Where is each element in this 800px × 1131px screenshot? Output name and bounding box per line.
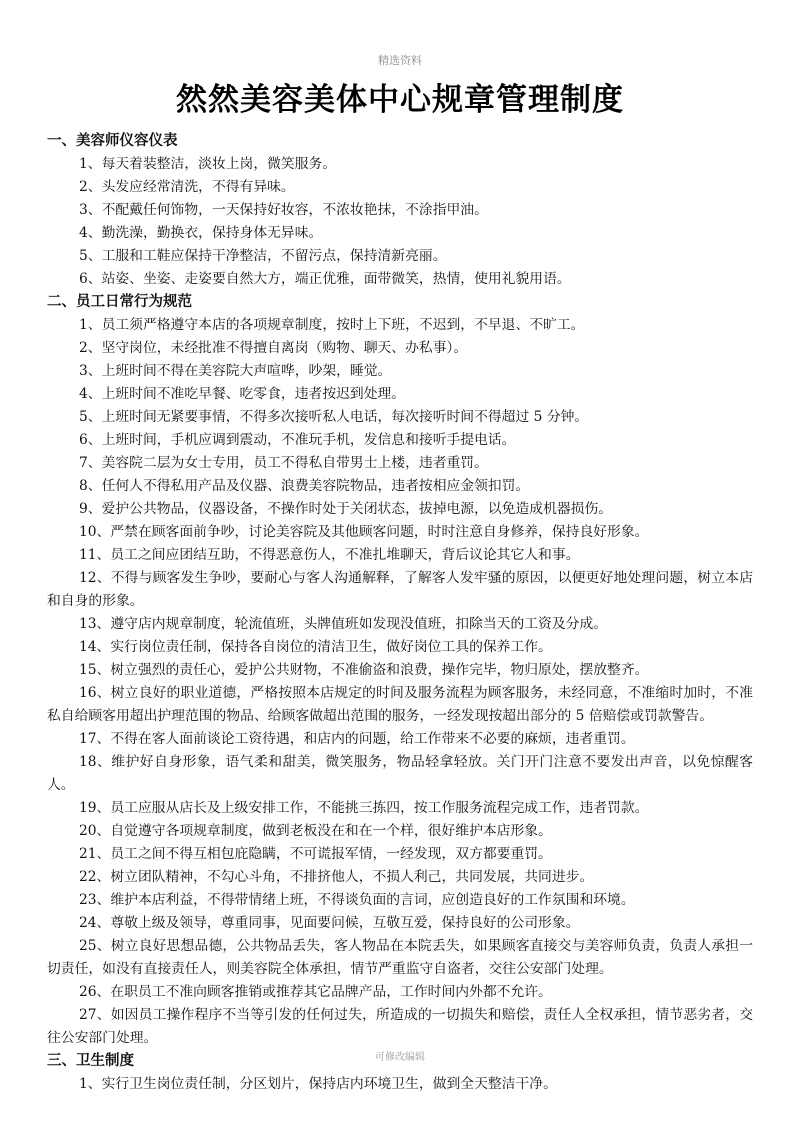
rule-item: 15、树立强烈的责任心，爱护公共财物，不准偷盗和浪费，操作完毕，物归原处，摆放整齐。: [79, 662, 649, 678]
document-title: 然然美容美体中心规章管理制度: [176, 82, 624, 118]
rule-item: 12、不得与顾客发生争吵，要耐心与客人沟通解释，了解客人发牢骚的原因，以便更好地处理问题，树立本店和自身的形象。: [47, 570, 753, 609]
rule-item: 13、遵守店内规章制度，轮流值班，头牌值班如发现没值班，扣除当天的工资及分成。: [79, 616, 608, 632]
document-body: [47, 130, 753, 1096]
rule-item: 1、实行卫生岗位责任制，分区划片，保持店内环境卫生，做到全天整洁干净。: [79, 1076, 557, 1092]
rule-item: 18、维护好自身形象，语气柔和甜美，微笑服务，物品轻拿轻放。关门开门注意不要发出声音，以免惊醒客人。: [47, 754, 753, 793]
rule-item: 1、员工须严格遵守本店的各项规章制度，按时上下班，不迟到，不早退、不旷工。: [79, 317, 585, 333]
rule-item: 1、每天着装整洁，淡妆上岗，微笑服务。: [79, 156, 337, 172]
section-1: [47, 130, 753, 291]
rule-item: 5、上班时间无紧要事情，不得多次接听私人电话，每次接听时间不得超过 5 分钟。: [79, 409, 589, 425]
rule-item: 16、树立良好的职业道德，严格按照本店规定的时间及服务流程为顾客服务，未经同意，不准缩时加时，不准私自给顾客用超出护理范围的物品、给顾客做超出范围的服务，一经发现按超出部分的 5 倍赔偿或罚款警告。: [47, 685, 753, 724]
rule-item: 19、员工应服从店长及上级安排工作，不能挑三拣四，按工作服务流程完成工作，违者罚款。: [79, 800, 649, 816]
rule-item: 7、美容院二层为女士专用，员工不得私自带男士上楼，违者重罚。: [79, 455, 488, 471]
rule-item: 27、如因员工操作程序不当等引发的任何过失，所造成的一切损失和赔偿，责任人全权承担，情节恶劣者，交往公安部门处理。: [47, 1007, 753, 1046]
rule-item: 8、任何人不得私用产品及仪器、浪费美容院物品，违者按相应金领扣罚。: [79, 478, 530, 494]
rule-item: 23、维护本店利益，不得带情绪上班，不得谈负面的言词，应创造良好的工作氛围和环境。: [79, 892, 635, 908]
section-heading: 三、卫生制度: [47, 1053, 134, 1069]
rule-item: 22、树立团队精神，不勾心斗角，不排挤他人，不损人利己，共同发展，共同进步。: [79, 869, 594, 885]
rule-item: 21、员工之间不得互相包庇隐瞒，不可谎报军情，一经发现，双方都要重罚。: [79, 846, 552, 862]
section-heading: 一、美容师仪容仪表: [47, 133, 178, 149]
rule-item: 17、不得在客人面前谈论工资待遇，和店内的问题，给工作带来不必要的麻烦，违者重罚。: [79, 731, 635, 747]
rule-item: 6、站姿、坐姿、走姿要自然大方，端正优雅，面带微笑，热情，使用礼貌用语。: [79, 271, 571, 287]
rule-item: 11、员工之间应团结互助，不得恶意伤人，不准扎堆聊天，背后议论其它人和事。: [79, 547, 580, 563]
rule-item: 3、不配戴任何饰物，一天保持好妆容，不浓妆艳抹，不涂指甲油。: [79, 202, 488, 218]
rule-item: 24、尊敬上级及领导，尊重同事，见面要问候，互敬互爱，保持良好的公司形象。: [79, 915, 580, 931]
rule-item: 6、上班时间，手机应调到震动，不准玩手机，发信息和接听手提电话。: [79, 432, 516, 448]
rule-item: 10、严禁在顾客面前争吵，讨论美容院及其他顾客问题，时时注意自身修养，保持良好形象。: [79, 524, 649, 540]
rule-item: 2、头发应经常清洗，不得有异味。: [79, 179, 295, 195]
footer-note: 可修改编辑: [375, 1052, 425, 1063]
rule-item: 5、工服和工鞋应保持干净整洁，不留污点，保持清新亮丽。: [79, 248, 447, 264]
rule-item: 25、树立良好思想品德，公共物品丢失，客人物品在本院丢失，如果顾客直接交与美容师负责，负责人承担一切责任，如没有直接责任人，则美容院全体承担，情节严重监守自盗者，交往公安部门处理。: [47, 938, 753, 977]
rule-item: 3、上班时间不得在美容院大声喧哗，吵架，睡觉。: [79, 363, 392, 379]
section-2: [47, 291, 753, 1050]
rule-item: 9、爱护公共物品，仪器设备，不操作时处于关闭状态，拔掉电源，以免造成机器损伤。: [79, 501, 613, 517]
rule-item: 20、自觉遵守各项规章制度，做到老板没在和在一个样，很好维护本店形象。: [79, 823, 552, 839]
rule-item: 26、在职员工不准向顾客推销或推荐其它品牌产品，工作时间内外都不允许。: [79, 984, 552, 1000]
rule-item: 4、上班时间不准吃早餐、吃零食，违者按迟到处理。: [79, 386, 406, 402]
header-note: 精选资料: [378, 54, 422, 67]
section-heading: 二、员工日常行为规范: [47, 294, 192, 310]
rule-item: 4、勤洗澡，勤换衣，保持身体无异味。: [79, 225, 323, 241]
rule-item: 14、实行岗位责任制，保持各自岗位的清洁卫生，做好岗位工具的保养工作。: [79, 639, 552, 655]
rule-item: 2、坚守岗位，未经批准不得擅自离岗（购物、聊天、办私事）。: [79, 340, 468, 356]
